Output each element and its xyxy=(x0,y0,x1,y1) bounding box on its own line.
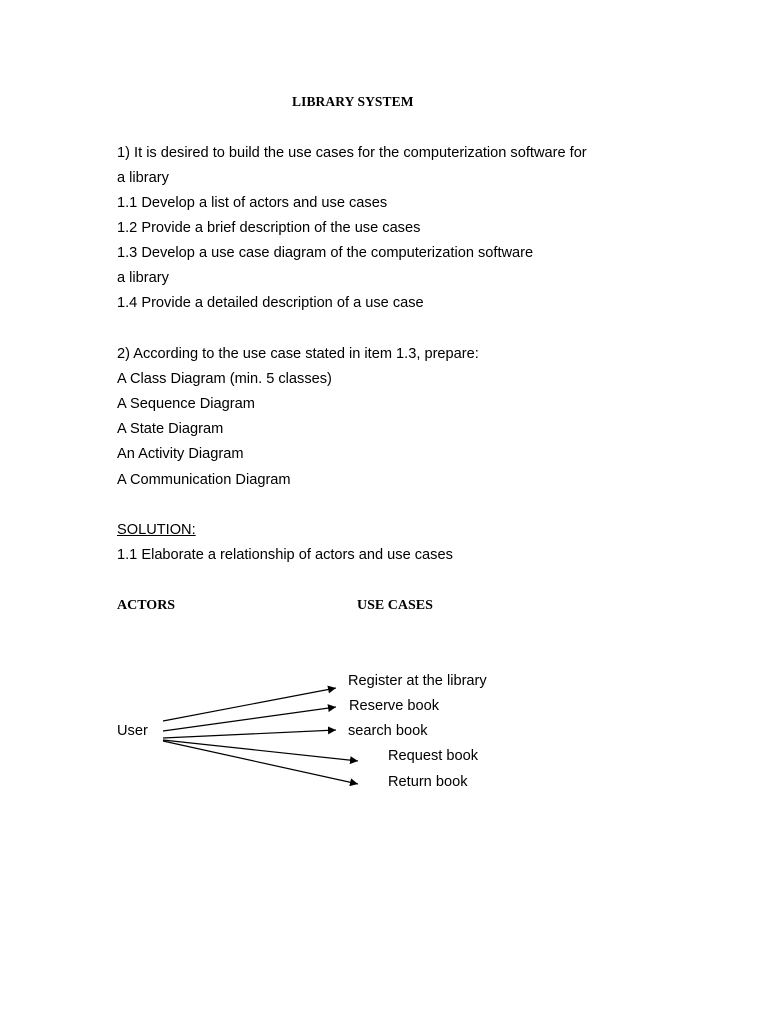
question-2-item: A Communication Diagram xyxy=(117,472,291,488)
question-1-item: 1.1 Develop a list of actors and use cases xyxy=(117,195,388,211)
use-case-return: Return book xyxy=(388,774,468,790)
use-case-request: Request book xyxy=(388,748,479,764)
solution-heading: SOLUTION: xyxy=(117,522,196,538)
question-1-intro-line-1: 1) It is desired to build the use cases for the computerization software for xyxy=(117,145,587,161)
question-1-item: 1.4 Provide a detailed description of a use case xyxy=(117,295,424,311)
solution-step: 1.1 Elaborate a relationship of actors and use cases xyxy=(117,547,453,563)
arrow-to-return xyxy=(163,741,358,784)
question-2-item: An Activity Diagram xyxy=(117,446,244,462)
question-1-intro-line-2: a library xyxy=(117,170,169,186)
actors-header: ACTORS xyxy=(117,598,176,613)
use-case-reserve: Reserve book xyxy=(349,698,440,714)
question-1-item: a library xyxy=(117,270,169,286)
question-1-item: 1.2 Provide a brief description of the use cases xyxy=(117,220,421,236)
question-2-item: A Class Diagram (min. 5 classes) xyxy=(117,371,332,387)
arrow-to-reserve xyxy=(163,707,336,731)
use-cases-header: USE CASES xyxy=(357,598,433,613)
actor-user: User xyxy=(117,723,148,739)
question-2-item: A State Diagram xyxy=(117,421,224,437)
document-title: LIBRARY SYSTEM xyxy=(292,94,414,109)
question-2-intro: 2) According to the use case stated in item 1.3, prepare: xyxy=(117,346,479,362)
arrow-to-search xyxy=(163,730,336,738)
question-1-item: 1.3 Develop a use case diagram of the computerization software xyxy=(117,245,534,261)
arrow-to-register xyxy=(163,688,336,721)
use-case-search: search book xyxy=(348,723,428,739)
use-case-register: Register at the library xyxy=(348,673,487,689)
arrow-to-request xyxy=(163,740,358,761)
question-2-item: A Sequence Diagram xyxy=(117,396,255,412)
